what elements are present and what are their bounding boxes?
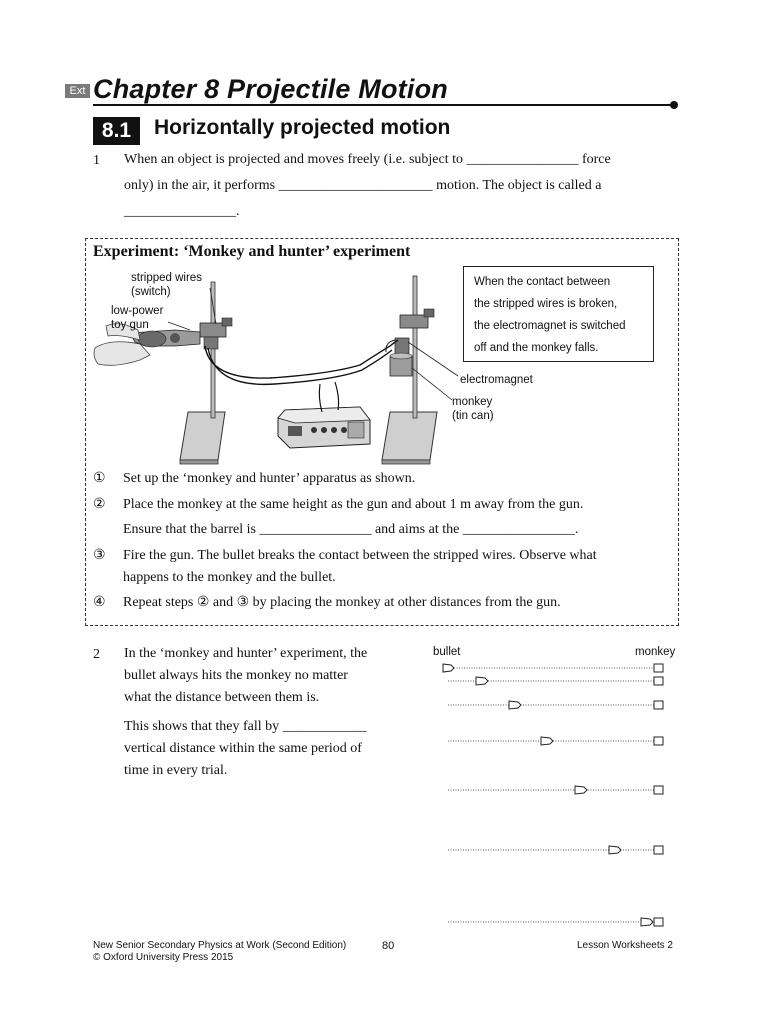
right-stand-base: [382, 412, 437, 460]
chapter-title: Chapter 8 Projectile Motion: [93, 74, 448, 104]
bullet-shape: [575, 786, 587, 794]
monkey-box: [654, 918, 663, 926]
step-text: Set up the ‘monkey and hunter’ apparatus as shown.: [123, 471, 416, 486]
experiment-title: Experiment: ‘Monkey and hunter’ experiment: [93, 243, 411, 260]
step-marker: ③: [93, 548, 106, 563]
step-marker: ②: [93, 497, 106, 512]
callout-line: When the contact between: [474, 276, 611, 288]
monkey-box: [654, 737, 663, 745]
label-switch: (switch): [131, 286, 171, 298]
question-2-line: bullet always hits the monkey no matter: [124, 668, 348, 683]
left-stand-base: [180, 412, 225, 460]
section-number: 8.1: [93, 117, 140, 145]
footer-copyright: © Oxford University Press 2015: [93, 952, 234, 963]
label-stripped-wires: stripped wires: [131, 272, 202, 284]
left-stand-rod: [211, 282, 215, 418]
diagram-monkey-label: monkey: [635, 646, 676, 658]
monkey-box: [654, 846, 663, 854]
footer-book-title: New Senior Secondary Physics at Work (Second Edition): [93, 940, 347, 951]
page-number: 80: [382, 940, 395, 952]
monkey-box: [654, 677, 663, 685]
bullet-monkey-diagram: [430, 660, 680, 935]
bullet-shape: [443, 664, 454, 672]
callout-line: off and the monkey falls.: [474, 342, 599, 354]
monkey-box: [654, 786, 663, 794]
monkey-box: [654, 664, 663, 672]
header-rule-dot: [670, 101, 678, 109]
question-1-line: only) in the air, it performs ______________________ motion. The object is called a: [124, 178, 602, 193]
monkey-box: [654, 701, 663, 709]
bullet-shape: [476, 677, 488, 685]
step-text: Ensure that the barrel is ________________ and aims at the ________________.: [123, 522, 579, 537]
question-2-line: time in every trial.: [124, 763, 228, 778]
wire: [208, 348, 392, 384]
step-marker: ①: [93, 471, 106, 486]
label-tin-can: (tin can): [452, 410, 494, 422]
label-monkey: monkey: [452, 396, 493, 408]
question-1-line: When an object is projected and moves freely (i.e. subject to ________________ force: [124, 152, 611, 167]
step-text: Place the monkey at the same height as the gun and about 1 m away from the gun.: [123, 497, 584, 512]
label-electromagnet: electromagnet: [460, 374, 533, 386]
bullet-shape: [541, 737, 553, 745]
callout-line: the electromagnet is switched: [474, 320, 626, 332]
question-2-line: This shows that they fall by ____________: [124, 719, 367, 734]
bullet-shape: [509, 701, 521, 709]
step-text: Fire the gun. The bullet breaks the contact between the stripped wires. Observe what: [123, 548, 597, 563]
label-toy-gun: toy gun: [111, 319, 149, 331]
hand: [94, 342, 150, 366]
question-2-line: In the ‘monkey and hunter’ experiment, the: [124, 646, 368, 661]
question-2-line: what the distance between them is.: [124, 690, 320, 705]
question-1-number: 1: [93, 153, 100, 168]
question-1-line: ________________.: [124, 204, 240, 219]
step-marker: ④: [93, 595, 106, 610]
callout-box: [463, 266, 654, 362]
step-text: Repeat steps ② and ③ by placing the monkey at other distances from the gun.: [123, 595, 561, 610]
question-2-line: vertical distance within the same period of: [124, 741, 362, 756]
bullet-shape: [609, 846, 621, 854]
wire: [205, 340, 398, 378]
ext-tag: Ext: [65, 84, 90, 98]
section-title: Horizontally projected motion: [154, 116, 451, 139]
diagram-bullet-label: bullet: [433, 646, 461, 658]
header-rule: [93, 104, 673, 106]
callout-line: the stripped wires is broken,: [474, 298, 618, 310]
label-low-power: low-power: [111, 305, 164, 317]
footer-series: Lesson Worksheets 2: [577, 940, 673, 951]
question-2-number: 2: [93, 647, 100, 662]
step-text: happens to the monkey and the bullet.: [123, 570, 336, 585]
bullet-shape: [641, 918, 653, 926]
